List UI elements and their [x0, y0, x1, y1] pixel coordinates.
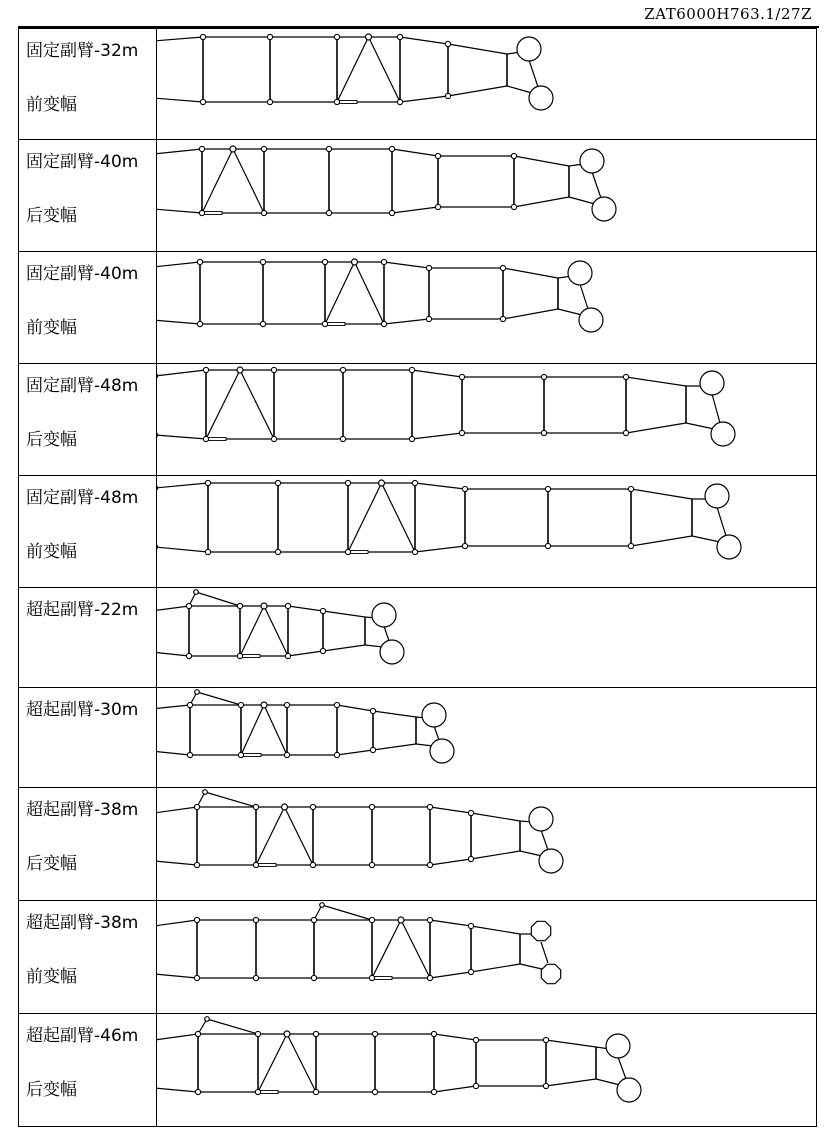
jib-row — [19, 140, 817, 252]
top-chord — [157, 37, 507, 54]
jib-truss-drawing — [157, 590, 404, 664]
head-link — [384, 626, 389, 641]
pin-joint — [199, 146, 204, 151]
pin-joint — [285, 603, 290, 608]
pin-joint — [426, 316, 431, 321]
head-sheave — [541, 964, 560, 983]
mast-pin — [195, 690, 200, 695]
pin-joint — [334, 34, 339, 39]
pin-joint — [397, 99, 402, 104]
luffing-link — [242, 655, 260, 658]
top-chord — [157, 483, 692, 499]
head-sheave — [380, 640, 404, 664]
jib-diagram — [157, 1014, 817, 1126]
pin-joint — [186, 603, 191, 608]
pin-joint — [462, 486, 467, 491]
jib-truss-drawing — [157, 790, 563, 873]
head-sheave — [606, 1034, 630, 1058]
truss-diagonal — [325, 262, 355, 324]
jib-truss-drawing — [157, 1017, 641, 1102]
pin-joint — [427, 917, 432, 922]
jib-row — [19, 1014, 817, 1127]
jib-diagram-cell — [157, 364, 817, 476]
head-sheave — [592, 197, 616, 221]
truss-diagonal — [264, 606, 288, 656]
jib-label-cell — [19, 252, 157, 364]
pin-joint — [468, 969, 473, 974]
pin-joint — [261, 210, 266, 215]
jib-diagram-cell — [157, 788, 817, 901]
head-sheave — [517, 37, 541, 61]
jib-diagram-cell — [157, 1014, 817, 1127]
pin-joint — [427, 862, 432, 867]
head-link — [529, 60, 538, 87]
luffing-link — [350, 551, 368, 554]
pin-joint — [205, 480, 210, 485]
jib-truss-drawing — [157, 690, 454, 763]
apex-pin — [261, 603, 267, 609]
pin-joint — [310, 804, 315, 809]
pin-joint — [541, 430, 546, 435]
pin-joint — [194, 975, 199, 980]
jib-label-cell — [19, 688, 157, 788]
jib-diagram-cell — [157, 901, 817, 1014]
jib-type-label: 固定副臂-48m — [26, 376, 139, 396]
truss-diagonal — [372, 920, 401, 978]
pin-joint — [345, 480, 350, 485]
jib-truss-drawing — [157, 903, 561, 984]
pin-joint — [334, 702, 339, 707]
jib-type-label: 超起副臂-22m — [26, 600, 139, 620]
pin-joint — [285, 653, 290, 658]
pin-joint — [197, 321, 202, 326]
apex-pin — [398, 917, 404, 923]
pin-joint — [326, 210, 331, 215]
pin-joint — [369, 804, 374, 809]
luffing-link — [339, 101, 357, 104]
bottom-chord — [157, 536, 692, 552]
jib-row — [19, 901, 817, 1014]
pin-joint — [426, 265, 431, 270]
jib-label-cell — [19, 476, 157, 588]
head-sheave — [705, 484, 729, 508]
pin-joint — [326, 146, 331, 151]
pin-joint — [271, 367, 276, 372]
luffing-link — [260, 1091, 278, 1094]
head-link — [541, 942, 548, 963]
head-link — [365, 645, 383, 647]
jib-truss-drawing — [157, 259, 603, 332]
pin-joint — [237, 653, 242, 658]
pin-joint — [275, 480, 280, 485]
pin-joint — [511, 204, 516, 209]
pin-joint — [541, 374, 546, 379]
truss-diagonal — [240, 606, 264, 656]
luffing-mode-label: 后变幅 — [26, 854, 77, 874]
apex-pin — [237, 367, 243, 373]
luffing-link — [208, 438, 226, 441]
truss-diagonal — [369, 37, 401, 102]
pin-joint — [412, 480, 417, 485]
pin-joint — [157, 544, 158, 549]
pin-joint — [381, 321, 386, 326]
luffing-link — [374, 977, 392, 980]
pin-joint — [545, 486, 550, 491]
head-sheave — [422, 703, 446, 727]
head-link — [717, 507, 726, 536]
head-sheave — [568, 261, 592, 285]
pin-joint — [200, 99, 205, 104]
jib-diagram — [157, 364, 817, 475]
pin-joint — [238, 702, 243, 707]
head-sheave — [430, 739, 454, 763]
head-sheave — [531, 921, 550, 940]
jib-diagram-cell — [157, 588, 817, 688]
bottom-chord — [157, 86, 507, 102]
jib-label-cell — [19, 901, 157, 1014]
head-link — [416, 744, 433, 746]
head-link — [580, 284, 588, 309]
jib-diagram — [157, 788, 817, 900]
apex-pin — [379, 480, 385, 486]
jib-type-label: 固定副臂-32m — [26, 41, 139, 61]
apex-pin — [352, 259, 358, 265]
jib-label-cell — [19, 1014, 157, 1127]
truss-diagonal — [241, 705, 264, 755]
jib-diagram — [157, 29, 817, 139]
jib-row — [19, 788, 817, 901]
mast-pin — [203, 790, 208, 795]
head-sheave — [717, 535, 741, 559]
pin-joint — [543, 1037, 548, 1042]
pin-joint — [462, 543, 467, 548]
jib-label-cell — [19, 364, 157, 476]
pin-joint — [187, 752, 192, 757]
jib-diagram-cell — [157, 252, 817, 364]
pin-joint — [261, 146, 266, 151]
jib-truss-drawing — [157, 34, 553, 110]
pin-joint — [320, 648, 325, 653]
jib-row — [19, 688, 817, 788]
head-sheave — [539, 849, 563, 873]
jib-type-label: 超起副臂-30m — [26, 700, 139, 720]
jib-row — [19, 364, 817, 476]
pin-joint — [623, 374, 628, 379]
pin-joint — [370, 708, 375, 713]
pin-joint — [511, 153, 516, 158]
truss-diagonal — [355, 262, 385, 324]
jib-row — [19, 588, 817, 688]
bottom-chord — [157, 851, 520, 865]
pin-joint — [237, 603, 242, 608]
jib-diagram-cell — [157, 29, 817, 140]
pin-joint — [372, 1089, 377, 1094]
pin-joint — [199, 210, 204, 215]
pin-joint — [253, 917, 258, 922]
bottom-chord — [157, 964, 520, 978]
pin-joint — [334, 752, 339, 757]
luffing-mode-label: 后变幅 — [26, 430, 77, 450]
pin-joint — [271, 436, 276, 441]
truss-diagonal — [382, 483, 416, 552]
truss-diagonal — [206, 370, 240, 439]
pin-joint — [473, 1037, 478, 1042]
jib-diagram — [157, 140, 817, 251]
truss-diagonal — [337, 37, 369, 102]
pin-joint — [369, 917, 374, 922]
jib-label-cell — [19, 29, 157, 140]
head-sheave — [579, 308, 603, 332]
truss-diagonal — [240, 370, 274, 439]
jib-type-label: 超起副臂-46m — [26, 1026, 139, 1046]
pin-joint — [322, 321, 327, 326]
pin-joint — [320, 608, 325, 613]
jib-diagram-cell — [157, 476, 817, 588]
jib-row — [19, 252, 817, 364]
jib-label-cell — [19, 588, 157, 688]
pin-joint — [253, 975, 258, 980]
pin-joint — [260, 321, 265, 326]
luffing-mode-label: 前变幅 — [26, 318, 77, 338]
head-link — [558, 309, 582, 315]
head-link — [592, 172, 601, 198]
pin-joint — [628, 486, 633, 491]
pin-joint — [445, 41, 450, 46]
pin-joint — [194, 862, 199, 867]
apex-pin — [261, 702, 267, 708]
jib-row — [19, 29, 817, 140]
pin-joint — [322, 259, 327, 264]
pin-joint — [311, 917, 316, 922]
pin-joint — [195, 1031, 200, 1036]
head-link — [569, 197, 595, 204]
pin-joint — [372, 1031, 377, 1036]
head-link — [618, 1057, 626, 1079]
pin-joint — [435, 204, 440, 209]
pin-joint — [345, 549, 350, 554]
jib-label-cell — [19, 140, 157, 252]
pin-joint — [275, 549, 280, 554]
jib-truss-drawing — [157, 146, 616, 221]
pin-joint — [623, 430, 628, 435]
head-sheave — [372, 603, 396, 627]
jib-diagram-cell — [157, 140, 817, 252]
pin-joint — [370, 747, 375, 752]
pin-joint — [200, 34, 205, 39]
jib-row — [19, 476, 817, 588]
pin-joint — [459, 374, 464, 379]
pin-joint — [205, 549, 210, 554]
pin-joint — [194, 804, 199, 809]
jib-label-cell — [19, 788, 157, 901]
bottom-chord — [157, 197, 569, 213]
head-sheave — [529, 86, 553, 110]
pin-joint — [381, 259, 386, 264]
jib-diagram — [157, 688, 817, 787]
pin-joint — [468, 810, 473, 815]
luffing-link — [243, 754, 261, 757]
pin-joint — [284, 702, 289, 707]
pin-joint — [238, 752, 243, 757]
pin-joint — [203, 436, 208, 441]
pin-joint — [157, 373, 158, 378]
jib-type-label: 固定副臂-40m — [26, 264, 139, 284]
jib-type-label: 固定副臂-48m — [26, 488, 139, 508]
pin-joint — [284, 752, 289, 757]
pin-joint — [389, 146, 394, 151]
luffing-mode-label: 后变幅 — [26, 206, 77, 226]
pin-joint — [545, 543, 550, 548]
apex-pin — [282, 804, 288, 810]
pin-joint — [187, 702, 192, 707]
top-chord — [157, 262, 558, 278]
head-sheave — [711, 422, 735, 446]
luffing-link — [204, 212, 222, 215]
jib-diagram — [157, 901, 817, 1013]
pin-joint — [628, 543, 633, 548]
truss-diagonal — [264, 705, 287, 755]
head-link — [434, 726, 439, 740]
pin-joint — [340, 436, 345, 441]
truss-diagonal — [401, 920, 430, 978]
jib-type-label: 超起副臂-38m — [26, 800, 139, 820]
jib-diagram — [157, 252, 817, 363]
apex-pin — [366, 34, 372, 40]
pin-joint — [369, 975, 374, 980]
luffing-link — [327, 323, 345, 326]
head-sheave — [700, 371, 724, 395]
pin-joint — [313, 1089, 318, 1094]
truss-diagonal — [348, 483, 382, 552]
jib-type-label: 固定副臂-40m — [26, 152, 139, 172]
head-link — [686, 423, 714, 429]
pin-joint — [389, 210, 394, 215]
pin-joint — [397, 34, 402, 39]
head-link — [507, 86, 532, 93]
jib-type-label: 超起副臂-38m — [26, 913, 139, 933]
truss-diagonal — [256, 807, 285, 865]
pin-joint — [157, 432, 158, 437]
pin-joint — [255, 1031, 260, 1036]
jib-truss-drawing — [157, 367, 735, 446]
pin-joint — [195, 1089, 200, 1094]
pin-joint — [468, 856, 473, 861]
pin-joint — [468, 923, 473, 928]
apex-pin — [284, 1031, 290, 1037]
pin-joint — [340, 367, 345, 372]
pin-joint — [194, 917, 199, 922]
top-chord — [157, 920, 520, 934]
head-link — [520, 851, 542, 856]
head-sheave — [617, 1078, 641, 1102]
truss-diagonal — [202, 149, 233, 213]
pin-joint — [409, 367, 414, 372]
pin-joint — [412, 549, 417, 554]
pin-joint — [203, 367, 208, 372]
head-link — [712, 394, 720, 423]
apex-pin — [230, 146, 236, 152]
pin-joint — [459, 430, 464, 435]
top-chord — [157, 149, 569, 166]
luffing-mode-label: 前变幅 — [26, 542, 77, 562]
pin-joint — [543, 1083, 548, 1088]
top-chord — [157, 807, 520, 821]
pin-joint — [427, 975, 432, 980]
pin-joint — [500, 316, 505, 321]
luffing-mode-label: 前变幅 — [26, 95, 77, 115]
pin-joint — [473, 1083, 478, 1088]
head-sheave — [529, 807, 553, 831]
pin-joint — [267, 34, 272, 39]
pin-joint — [197, 259, 202, 264]
head-link — [520, 964, 542, 969]
pin-joint — [334, 99, 339, 104]
mast-pin — [194, 590, 199, 595]
truss-diagonal — [285, 807, 314, 865]
truss-diagonal — [258, 1034, 287, 1092]
jib-truss-drawing — [157, 480, 741, 559]
pin-joint — [253, 862, 258, 867]
bottom-chord — [157, 423, 686, 439]
head-sheave — [580, 149, 604, 173]
bottom-chord — [157, 309, 558, 324]
luffing-mode-label: 后变幅 — [26, 1080, 77, 1100]
jib-diagram — [157, 588, 817, 687]
mast-pin — [320, 903, 325, 908]
pin-joint — [311, 975, 316, 980]
truss-diagonal — [287, 1034, 316, 1092]
luffing-link — [258, 864, 276, 867]
pin-joint — [157, 485, 158, 490]
document-code: ZAT6000H763.1/27Z — [644, 5, 812, 23]
pin-joint — [255, 1089, 260, 1094]
pin-joint — [431, 1089, 436, 1094]
jib-diagram — [157, 476, 817, 587]
pin-joint — [431, 1031, 436, 1036]
pin-joint — [267, 99, 272, 104]
head-link — [692, 536, 720, 542]
pin-joint — [186, 653, 191, 658]
pin-joint — [313, 1031, 318, 1036]
jib-configuration-table — [18, 28, 817, 1127]
pin-joint — [427, 804, 432, 809]
pin-joint — [435, 153, 440, 158]
mast-pin — [205, 1017, 210, 1022]
truss-diagonal — [233, 149, 264, 213]
pin-joint — [260, 259, 265, 264]
pin-joint — [310, 862, 315, 867]
head-link — [541, 830, 548, 850]
pin-joint — [253, 804, 258, 809]
pin-joint — [445, 93, 450, 98]
pin-joint — [409, 436, 414, 441]
head-link — [596, 1079, 620, 1085]
pin-joint — [369, 862, 374, 867]
jib-diagram-cell — [157, 688, 817, 788]
luffing-mode-label: 前变幅 — [26, 967, 77, 987]
pin-joint — [500, 265, 505, 270]
